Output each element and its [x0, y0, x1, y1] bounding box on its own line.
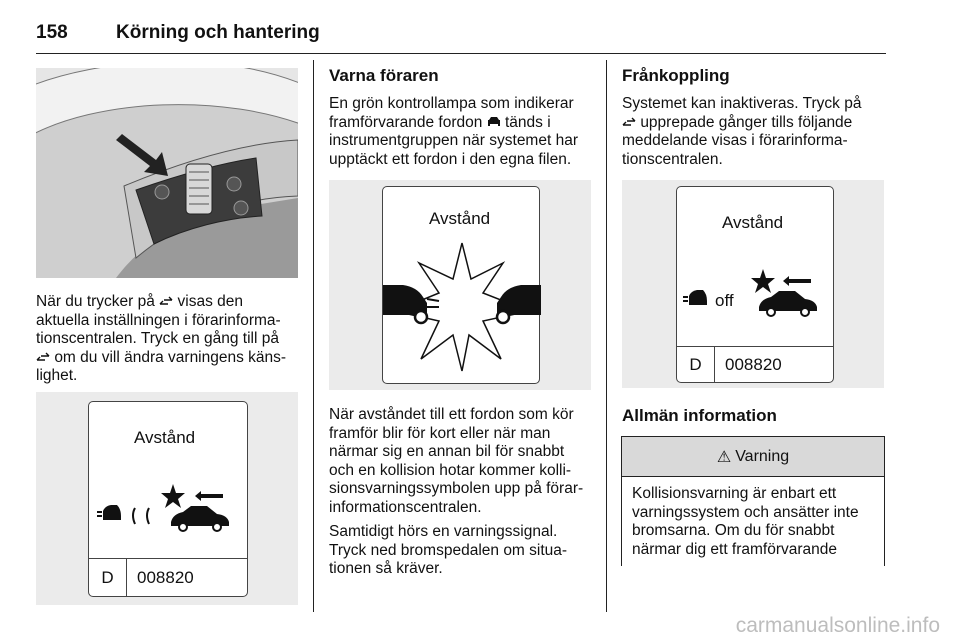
off-symbols [683, 263, 833, 323]
page-header [36, 10, 886, 54]
col3-intro: Systemet kan inaktiveras. Tryck på upprepade gånger tills följande meddelande visas i förarinforma- tionscentralen. [622, 95, 862, 168]
sensitivity-display-figure [36, 392, 298, 605]
section-heading-disconnect: Frånkoppling [622, 66, 730, 85]
steering-wheel-drawing [36, 68, 298, 278]
off-display [676, 186, 834, 383]
arrow-left-icon [783, 276, 811, 286]
watermark: carmanualsonline.info [735, 614, 940, 637]
odometer-letter: D [677, 347, 715, 382]
column-divider-1 [313, 60, 314, 612]
odometer-letter: D [89, 559, 127, 596]
car-icon [759, 291, 817, 311]
distance-button-icon [36, 351, 50, 363]
collision-graphic [383, 237, 541, 377]
arrow-left-icon [195, 491, 223, 501]
column-divider-2 [606, 60, 607, 612]
sensitivity-bar [147, 508, 149, 524]
vehicle-ahead-icon [97, 505, 121, 520]
steering-wheel-illustration [36, 68, 298, 278]
display-title: Avstånd [429, 209, 491, 228]
collision-warning-figure [329, 180, 591, 390]
collision-star-icon [751, 269, 775, 293]
collision-star-icon [161, 484, 185, 508]
warning-box [621, 436, 885, 566]
vehicle-ahead-icon [683, 290, 707, 305]
distance-button-icon [159, 295, 173, 307]
display-title: Avstånd [134, 428, 196, 447]
col2-paragraph2: När avståndet till ett fordon som kör framför blir för kort eller när man närmar sig en annan bil för snabbt och en kollision hotar kommer kolli- sionsvarningssymbolen upp på förar- informationscentralen. Samtidigt hörs en varningssignal. Tryck ned bromspedalen om situa- tionen så kräver. [329, 406, 584, 577]
page-number: 158 [36, 22, 68, 43]
warning-icon: ⚠ [716, 448, 732, 466]
car-icon [171, 506, 229, 526]
odometer-value: 008820 [137, 567, 194, 587]
col1-paragraph: När du trycker på visas den aktuella inställningen i förarinforma- tionscentralen. Tryck en gång till på om du vill ändra varningens käns- lighet. [36, 293, 287, 384]
section-heading-general-info: Allmän information [622, 406, 777, 425]
sensitivity-bar [133, 508, 135, 524]
sensitivity-display [88, 401, 248, 597]
warning-text: Kollisionsvarning är enbart ett varningssystem och ansätter inte bromsarna. Om du för snabbt närmar dig ett framförvarande [632, 485, 859, 558]
sensitivity-symbols [97, 478, 247, 538]
distance-button-icon [622, 116, 636, 128]
warning-header [622, 437, 884, 477]
warning-label: Varning [735, 447, 790, 465]
odometer-row [677, 346, 833, 382]
page-title: Körning och hantering [116, 22, 320, 43]
off-label: off [715, 291, 734, 310]
odometer-row [89, 558, 247, 596]
collision-warning-display [382, 186, 540, 384]
vehicle-ahead-icon [487, 116, 501, 128]
off-display-figure [622, 180, 884, 388]
section-heading-warn-driver: Varna föraren [329, 66, 439, 85]
display-title: Avstånd [722, 213, 784, 232]
car-right-icon [497, 285, 541, 323]
odometer-value: 008820 [725, 354, 782, 374]
col2-intro: En grön kontrollampa som indikerar framförvarande fordon tänds i instrumentgruppen när systemet har upptäckt ett fordon i den egna filen. [329, 95, 578, 168]
